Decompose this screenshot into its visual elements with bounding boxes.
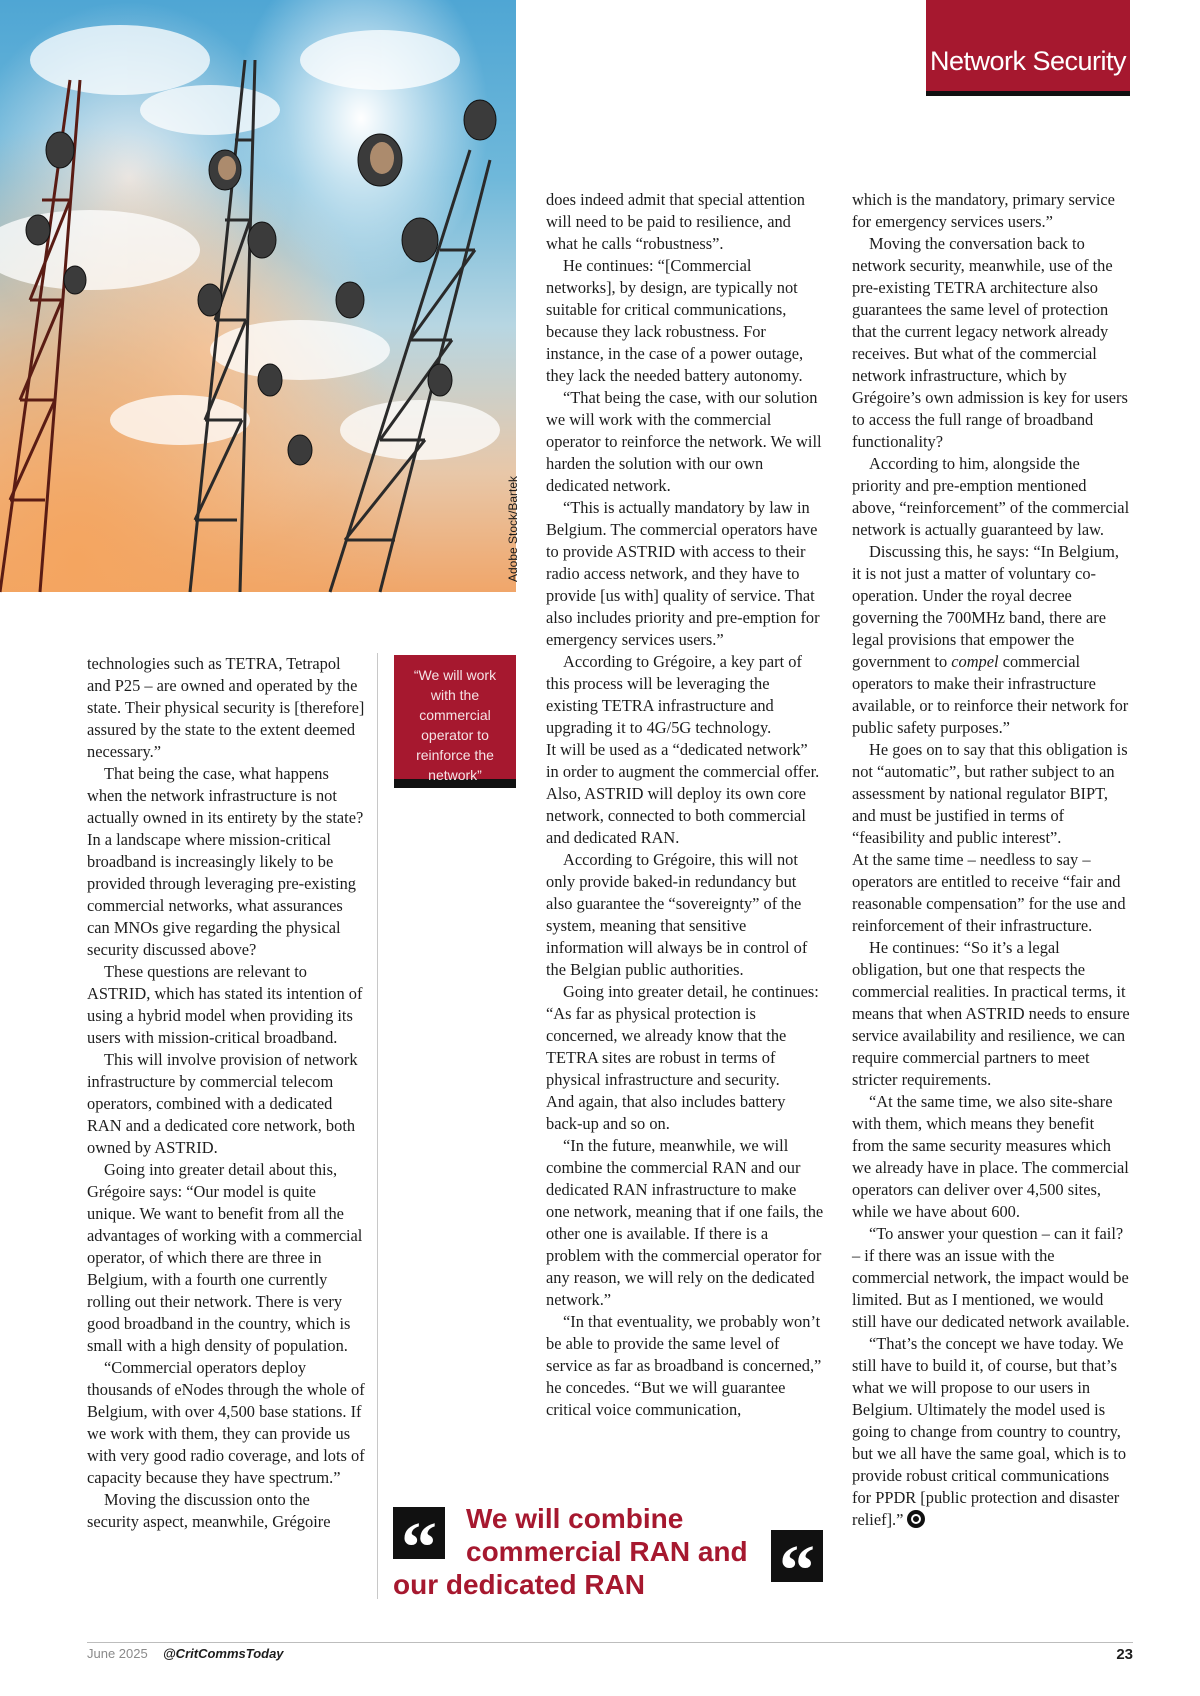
paragraph: which is the mandatory, primary service for emergency services users.”	[852, 190, 1115, 231]
paragraph: This will involve provision of network infrastructure by commercial telecom operators, combined with a dedicated RAN and a dedicated core network, both owned by ASTRID.	[87, 1050, 358, 1157]
paragraph: does indeed admit that special attention will need to be paid to resilience, and what he calls “robustness”.	[546, 190, 805, 253]
open-quote-icon: “	[393, 1507, 445, 1559]
paragraph: “In the future, meanwhile, we will combine the commercial RAN and our dedicated RAN infrastructure to make one network, meaning that if one fails, the other one is available. If there is a problem with the commercial operator for any reason, we will rely on the dedicated network.”	[546, 1136, 824, 1309]
article-column-2	[546, 189, 824, 1421]
hero-photo-telecom-towers	[0, 0, 520, 592]
pull-quote-line: commercial RAN and	[466, 1536, 748, 1567]
pull-quote-line: We will combine	[466, 1503, 684, 1534]
paragraph: These questions are relevant to ASTRID, which has stated its intention of using a hybrid model when providing its users with mission-critical broadband.	[87, 962, 363, 1047]
paragraph: Going into greater detail about this, Grégoire says: “Our model is quite unique. We want to benefit from all the advantages of working with a commercial operator, of which there are three in Belgium, with a fourth one currently rolling out their network. There is very good broadband in the country, which is small with a high density of population.	[87, 1160, 363, 1355]
close-quote-icon: “	[771, 1530, 823, 1582]
article-column-3	[852, 189, 1130, 1531]
paragraph: He continues: “So it’s a legal obligation, but one that respects the commercial realities. In practical terms, it means that when ASTRID needs to ensure service availability and resilience, we can require commercial partners to meet stricter requirements.	[852, 938, 1130, 1089]
text-run: commercial operators to make their infrastructure available, or to reinforce their network for public safety purposes.”	[852, 652, 1129, 737]
pull-quote-line: our dedicated RAN	[393, 1569, 646, 1600]
paragraph	[852, 1333, 1130, 1531]
paragraph: That being the case, what happens when the network infrastructure is not actually owned in its entirety by the state? In a landscape where mission-critical broadband is increasingly likely to be provided through leveraging pre-existing commercial networks, what assurances can MNOs give regarding the physical security discussed above?	[87, 764, 364, 959]
footer-social-handle: @CritCommsToday	[163, 1646, 284, 1661]
paragraph: “In that eventuality, we probably won’t be able to provide the same level of service as far as broadband is concerned,” he concedes. “But we will guarantee critical voice communication,	[546, 1312, 822, 1419]
text-run: Discussing this, he says: “In Belgium, it is not just a matter of voluntary co-operation. Under the royal decree governing the 700MHz band, there are legal provisions that empower the government to	[852, 542, 1119, 671]
photo-credit: Adobe Stock/Bartek	[506, 475, 520, 582]
paragraph: technologies such as TETRA, Tetrapol and P25 – are owned and operated by the state. Their physical security is [therefore] assured by the state to the extent deemed necessary.”	[87, 654, 365, 761]
side-pull-quote: “We will work with the commercial operator to reinforce the network”	[394, 655, 516, 788]
paragraph: “Commercial operators deploy thousands of eNodes through the whole of Belgium, with over 4,500 base stations. If we work with them, they can provide us with very good radio coverage, and lots of capacity because they have spectrum.”	[87, 1358, 365, 1487]
paragraph: At the same time – needless to say – operators are entitled to receive “fair and reasonable compensation” for the use and reinforcement of their infrastructure.	[852, 850, 1126, 935]
column-divider	[377, 653, 378, 1599]
paragraph: Going into greater detail, he continues: “As far as physical protection is concerned, we already know that the TETRA sites are robust in terms of physical infrastructure and security.	[546, 982, 819, 1089]
page-number: 23	[1116, 1646, 1133, 1663]
paragraph: He goes on to say that this obligation is not “automatic”, but rather subject to an assessment by national regulator BIPT, and must be justified in terms of “feasibility and public interest”.	[852, 740, 1128, 847]
emphasis-text: compel	[951, 652, 999, 671]
footer-date: June 2025	[87, 1646, 148, 1661]
paragraph: It will be used as a “dedicated network” in order to augment the commercial offer. Also, ASTRID will deploy its own core network, connected to both commercial and dedicated RAN.	[546, 740, 820, 847]
paragraph: Moving the discussion onto the security aspect, meanwhile, Grégoire	[87, 1490, 331, 1531]
paragraph: And again, that also includes battery back-up and so on.	[546, 1092, 786, 1133]
paragraph	[852, 541, 1130, 739]
text-run: “That’s the concept we have today. We still have to build it, of course, but that’s what we will propose to our users in Belgium. Ultimately the model used is going to change from country to country, but we all have the same goal, which is to provide robust critical communications for PPDR [public protection and disaster relief].”	[852, 1334, 1127, 1529]
paragraph: According to Grégoire, a key part of this process will be leveraging the existing TETRA infrastructure and upgrading it to 4G/5G technology.	[546, 652, 802, 737]
section-tag	[926, 0, 1130, 96]
paragraph: “This is actually mandatory by law in Belgium. The commercial operators have to provide ASTRID with access to their radio access network, and they have to provide [us with] quality of service. That also includes priority and pre-emption for emergency services users.”	[546, 498, 820, 649]
paragraph: According to him, alongside the priority and pre-emption mentioned above, “reinforcement” of the commercial network is actually guaranteed by law.	[852, 454, 1130, 539]
end-of-article-icon	[907, 1510, 925, 1528]
paragraph: He continues: “[Commercial networks], by design, are typically not suitable for critical communications, because they lack robustness. For instance, in the case of a power outage, they lack the needed battery autonomy.	[546, 256, 804, 385]
section-tag-label: Network Security	[929, 46, 1127, 76]
paragraph: “That being the case, with our solution we will work with the commercial operator to reinforce the network. We will harden the solution with our own dedicated network.	[546, 388, 822, 495]
telecom-towers-illustration	[0, 0, 516, 592]
footer-divider	[87, 1642, 1133, 1643]
paragraph: “At the same time, we also site-share with them, which means they benefit from the same security measures which we already have in place. The commercial operators can deliver over 4,500 sites, while we have about 600.	[852, 1092, 1129, 1221]
paragraph: Moving the conversation back to network security, meanwhile, use of the pre-existing TETRA architecture also guarantees the same level of protection that the current legacy network already receives. But what of the commercial network infrastructure, which by Grégoire’s own admission is key for users to access the full range of broadband functionality?	[852, 234, 1128, 451]
paragraph: According to Grégoire, this will not only provide baked-in redundancy but also guarantee the “sovereignty” of the system, meaning that sensitive information will always be in control of the Belgian public authorities.	[546, 850, 808, 979]
article-column-1	[87, 653, 365, 1533]
paragraph: “To answer your question – can it fail? – if there was an issue with the commercial network, the impact would be limited. But as I mentioned, we would still have our dedicated network available.	[852, 1224, 1130, 1331]
